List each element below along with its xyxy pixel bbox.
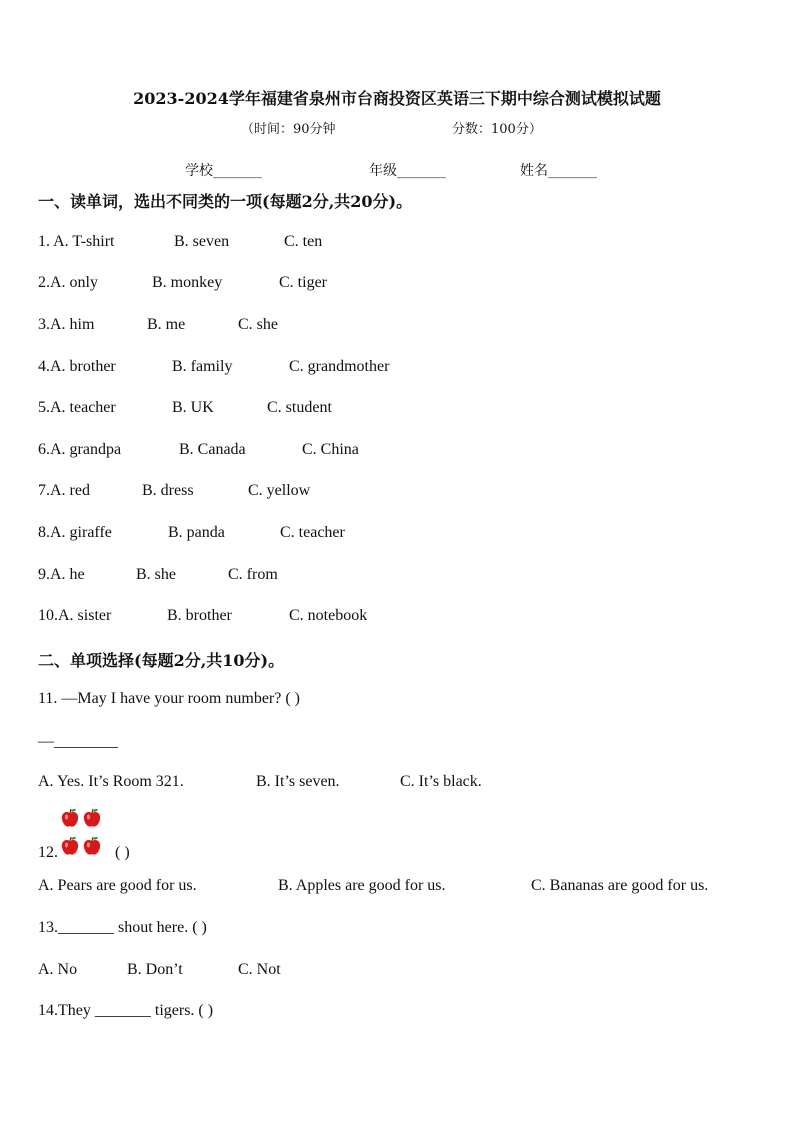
option-c: C. notebook (289, 607, 368, 624)
apple-icon (61, 836, 79, 856)
option-a: 1. A. T-shirt (38, 233, 115, 250)
option-b: B. Apples are good for us. (278, 877, 446, 894)
option-c: C. China (302, 441, 359, 458)
option-b: B. It’s seven. (256, 773, 340, 790)
option-b: B. Canada (179, 441, 246, 458)
apple-icon (83, 836, 101, 856)
apple-icon (83, 808, 101, 828)
option-a: A. Pears are good for us. (38, 877, 197, 894)
option-a: 3.A. him (38, 316, 95, 333)
option-b: B. seven (174, 233, 230, 250)
option-a: 7.A. red (38, 482, 90, 499)
option-a: 6.A. grandpa (38, 441, 122, 458)
option-b: B. family (172, 358, 233, 375)
option-a: A. No (38, 961, 78, 978)
option-c: C. ten (284, 233, 323, 250)
question-14-stem: 14.They _______ tigers. ( ) (38, 1002, 214, 1019)
name-field[interactable]: 姓名_______ (520, 163, 597, 179)
school-field[interactable]: 学校_______ (185, 163, 262, 179)
answer-paren[interactable]: ( ) (115, 844, 130, 861)
option-a: 9.A. he (38, 566, 85, 583)
question-number: 12. (38, 844, 58, 861)
option-b: B. Don’t (127, 961, 183, 978)
option-c: C. Bananas are good for us. (531, 877, 709, 894)
option-b: B. brother (167, 607, 232, 624)
question-11-stem: 11. —May I have your room number? ( ) (38, 690, 300, 707)
option-c: C. tiger (279, 274, 327, 291)
time-limit: （时间：90分钟 (241, 122, 336, 137)
question-13-stem: 13._______ shout here. ( ) (38, 919, 207, 936)
option-a: A. Yes. It’s Room 321. (38, 773, 184, 790)
section-heading-1: 一、读单词，选出不同类的一项(每题2分,共20分)。 (38, 192, 413, 211)
total-score: 分数：100分） (452, 122, 542, 137)
option-c: C. It’s black. (400, 773, 482, 790)
option-c: C. Not (238, 961, 281, 978)
option-b: B. she (136, 566, 176, 583)
option-b: B. me (147, 316, 186, 333)
option-c: C. grandmother (289, 358, 390, 375)
option-a: 4.A. brother (38, 358, 116, 375)
option-a: 10.A. sister (38, 607, 112, 624)
option-c: C. from (228, 566, 278, 583)
option-b: B. UK (172, 399, 214, 416)
option-a: 5.A. teacher (38, 399, 116, 416)
apple-icon (61, 808, 79, 828)
option-b: B. panda (168, 524, 225, 541)
option-c: C. yellow (248, 482, 311, 499)
question-11-answer-blank[interactable]: —________ (38, 733, 118, 750)
option-a: 8.A. giraffe (38, 524, 112, 541)
page-title: 2023-2024学年福建省泉州市台商投资区英语三下期中综合测试模拟试题 (133, 89, 661, 108)
option-a: 2.A. only (38, 274, 98, 291)
option-c: C. she (238, 316, 278, 333)
option-b: B. dress (142, 482, 194, 499)
option-b: B. monkey (152, 274, 223, 291)
grade-field[interactable]: 年级_______ (369, 163, 446, 179)
option-c: C. teacher (280, 524, 345, 541)
section-heading-2: 二、单项选择(每题2分,共10分)。 (38, 651, 285, 670)
option-c: C. student (267, 399, 332, 416)
